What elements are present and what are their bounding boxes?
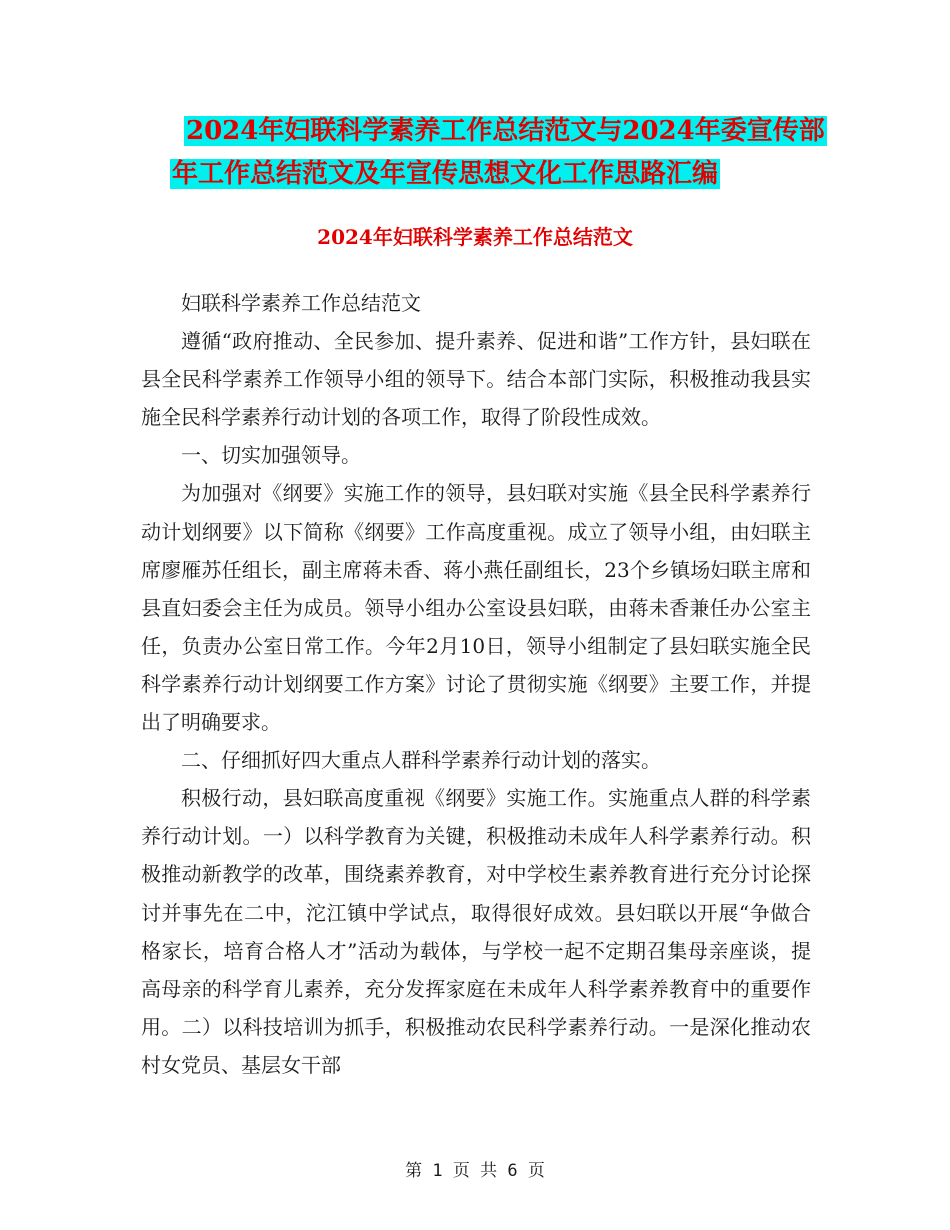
document-body [141, 284, 811, 1084]
paragraph: 为加强对《纲要》实施工作的领导，县妇联对实施《县全民科学素养行动计划纲要》以下简称《纲要》工作高度重视。成立了领导小组，由妇联主席廖雁苏任组长，副主席蒋未香、蒋小燕任副组长，23个乡镇场妇联主席和县直妇委会主任为成员。领导小组办公室设县妇联，由蒋未香兼任办公室主任，负责办公室日常工作。今年2月10日，领导小组制定了县妇联实施全民科学素养行动计划纲要工作方案》讨论了贯彻实施《纲要》主要工作，并提出了明确要求。 [141, 481, 811, 735]
paragraph: 遵循“政府推动、全民参加、提升素养、促进和谐”工作方针，县妇联在县全民科学素养工作领导小组的领导下。结合本部门实际，积极推动我县实施全民科学素养行动计划的各项工作，取得了阶段性成效。 [141, 329, 811, 430]
paragraph: 妇联科学素养工作总结范文 [181, 291, 421, 315]
paragraph: 积极行动，县妇联高度重视《纲要》实施工作。实施重点人群的科学素养行动计划。一）以科学教育为关键，积极推动未成年人科学素养行动。积极推动新教学的改革，围绕素养教育，对中学校生素养教育进行充分讨论探讨并事先在二中，沱江镇中学试点，取得很好成效。县妇联以开展“争做合格家长，培育合格人才”活动为载体，与学校一起不定期召集母亲座谈，提高母亲的科学育儿素养，充分发挥家庭在未成年人科学素养教育中的重要作用。二）以科技培训为抓手，积极推动农民科学素养行动。一是深化推动农村女党员、基层女干部 [141, 786, 811, 1077]
document-title-line-1 [184, 112, 825, 150]
title-highlight: 2024年妇联科学素养工作总结范文与2024年委宣传部 [186, 116, 825, 146]
paragraph: 一、切实加强领导。 [181, 443, 361, 468]
title-highlight: 年工作总结范文及年宣传思想文化工作思路汇编 [172, 159, 719, 189]
document-title-line-2 [170, 155, 790, 193]
page-footer: 第 1 页 共 6 页 [405, 1161, 545, 1181]
paragraph: 二、仔细抓好四大重点人群科学素养行动计划的落实。 [181, 748, 661, 773]
section-heading: 2024年妇联科学素养工作总结范文 [317, 225, 633, 249]
